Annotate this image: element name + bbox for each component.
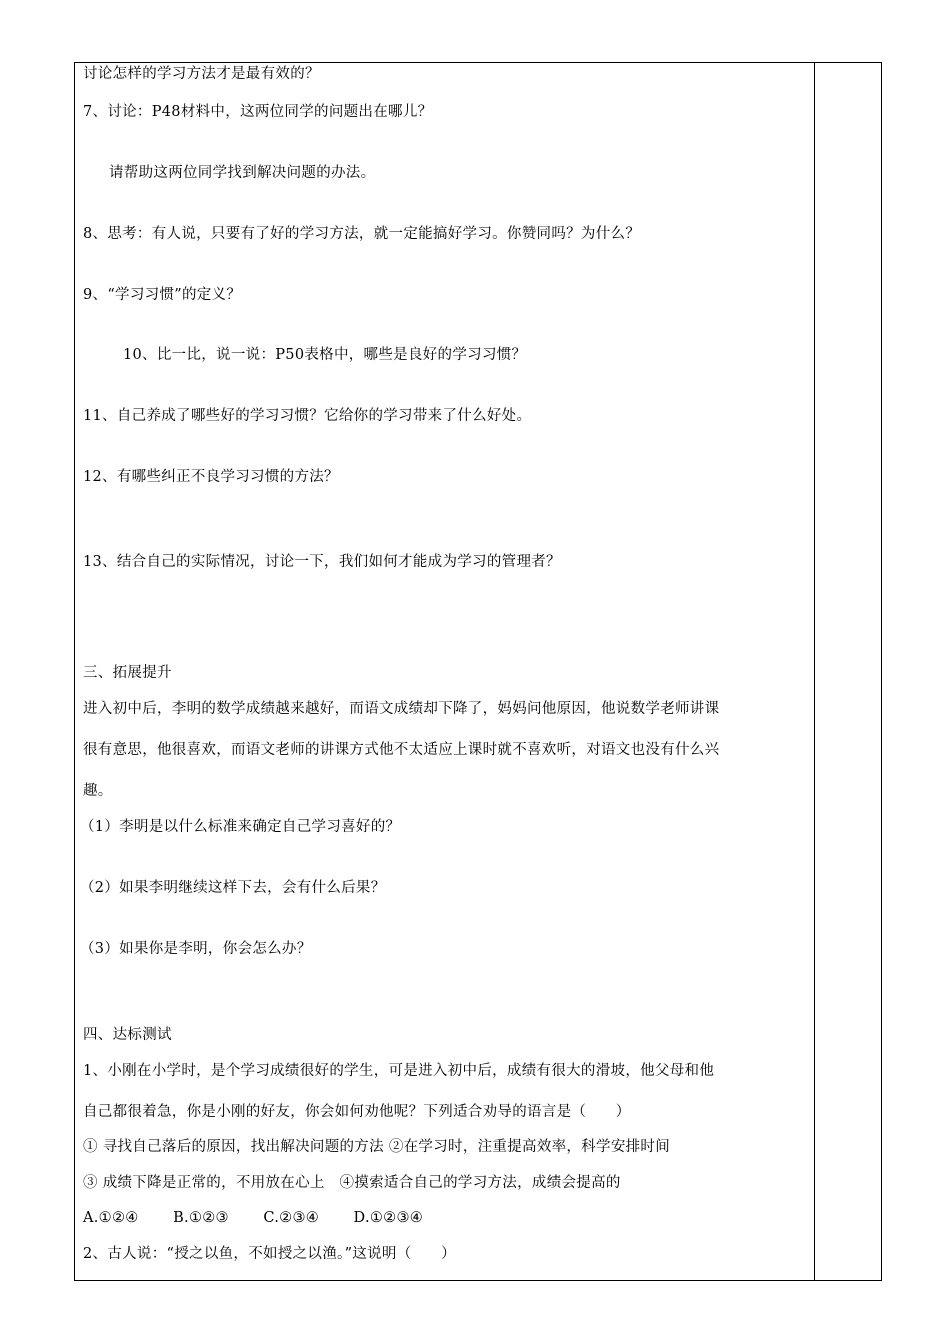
text-line: 2、古人说：“授之以鱼，不如授之以渔。”这说明（ ） — [83, 1246, 456, 1262]
text-line: 12、有哪些纠正不良学习习惯的方法？ — [83, 469, 339, 485]
text-line: 13、结合自己的实际情况，讨论一下，我们如何才能成为学习的管理者？ — [83, 554, 561, 570]
text-line: 1、小刚在小学时，是个学习成绩很好的学生，可是进入初中后，成绩有很大的滑坡，他父母和他 — [83, 1063, 715, 1079]
option-line: ① 寻找自己落后的原因，找出解决问题的方法 ②在学习时，注重提高效率，科学安排时间 — [83, 1139, 671, 1155]
question-item: （3）如果你是李明，你会怎么办？ — [80, 941, 312, 957]
table-column-divider — [814, 62, 815, 1281]
text-line: 9、“学习习惯”的定义？ — [83, 287, 242, 303]
text-line: 8、思考：有人说，只要有了好的学习方法，就一定能搞好学习。你赞同吗？为什么？ — [83, 226, 641, 242]
text-line: 请帮助这两位同学找到解决问题的办法。 — [109, 165, 376, 181]
text-line: 自己都很着急，你是小刚的好友，你会如何劝他呢？下列适合劝导的语言是（ ） — [83, 1104, 631, 1120]
text-line: 11、自己养成了哪些好的学习习惯？它给你的学习带来了什么好处。 — [83, 408, 532, 424]
text-line: 讨论怎样的学习方法才是最有效的？ — [83, 66, 320, 82]
section-heading: 三、拓展提升 — [83, 665, 172, 681]
question-item: （2）如果李明继续这样下去，会有什么后果？ — [80, 880, 386, 896]
section-heading: 四、达标测试 — [83, 1027, 172, 1043]
text-line: 趣。 — [83, 783, 113, 799]
text-line: 很有意思，他很喜欢，而语文老师的讲课方式他不太适应上课时就不喜欢听，对语文也没有什么兴 — [83, 742, 720, 758]
question-item: （1）李明是以什么标准来确定自己学习喜好的？ — [80, 819, 401, 835]
option-line: ③ 成绩下降是正常的，不用放在心上 ④摸索适合自己的学习方法，成绩会提高的 — [83, 1175, 621, 1191]
answer-choices: A.①②④ B.①②③ C.②③④ D.①②③④ — [83, 1210, 424, 1226]
table-frame — [74, 62, 882, 1281]
text-line: 10、比一比，说一说：P50表格中，哪些是良好的学习习惯？ — [123, 347, 527, 363]
text-line: 进入初中后，李明的数学成绩越来越好，而语文成绩却下降了，妈妈问他原因，他说数学老师讲课 — [83, 701, 720, 717]
text-line: 7、讨论：P48材料中，这两位同学的问题出在哪儿？ — [83, 104, 433, 120]
